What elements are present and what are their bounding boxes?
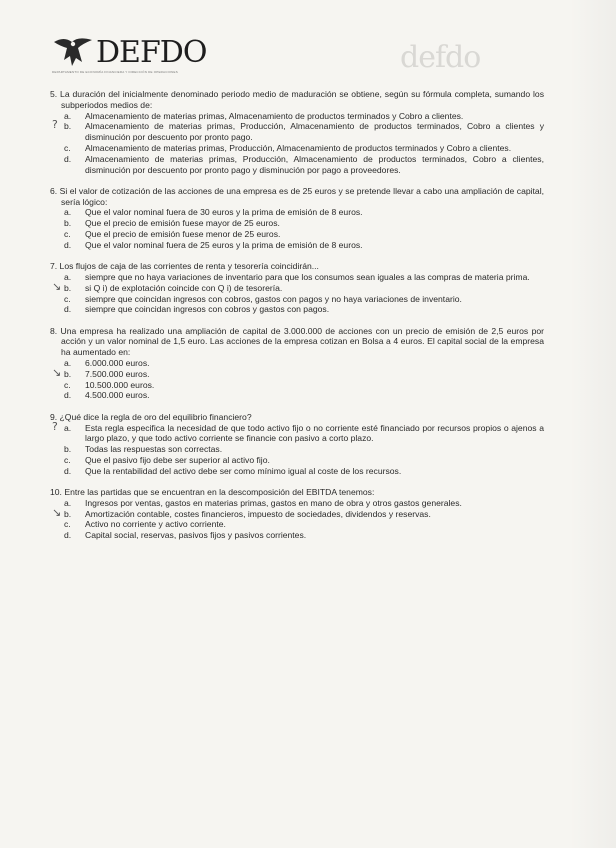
option-text: Almacenamiento de materias primas, Producción, Almacenamiento de productos terminados, Cobro a clientes y disminución por descuento por pronto pago. [85, 121, 544, 143]
option-letter: b. [64, 121, 72, 132]
answer-option [50, 466, 544, 477]
option-letter: a. [64, 497, 72, 508]
option-text: 4.500.000 euros. [85, 390, 150, 401]
answer-option [50, 380, 544, 391]
option-letter: d. [64, 390, 72, 401]
answer-option [50, 390, 544, 401]
option-text: Que el precio de emisión fuese mayor de 25 euros. [85, 218, 280, 229]
option-letter: c. [64, 142, 71, 153]
answer-option [50, 530, 544, 541]
option-text: Esta regla especifica la necesidad de que todo activo fijo o no corriente esté financiado por recursos propios o ajenos a largo plazo, y que todo activo corriente se financie con pasivo a corto plazo. [85, 422, 544, 444]
handwritten-mark: ↘ [52, 365, 62, 379]
answer-option [50, 455, 544, 466]
question [50, 412, 544, 477]
option-letter: c. [64, 519, 71, 530]
answer-options [50, 358, 544, 401]
answer-option [50, 154, 544, 176]
option-text: Almacenamiento de materias primas, Producción, Almacenamiento de productos terminados y Cobro a clientes. [85, 142, 512, 153]
option-letter: a. [64, 207, 72, 218]
option-text: 10.500.000 euros. [85, 379, 155, 390]
option-text: Que el pasivo fijo debe ser superior al activo fijo. [85, 454, 270, 465]
answer-option [50, 111, 544, 122]
option-text: siempre que coincidan ingresos con cobros, gastos con pagos y no haya variaciones de inventario. [85, 293, 462, 304]
answer-option [50, 240, 544, 251]
question [50, 261, 544, 315]
question [50, 89, 544, 175]
question-stem: 6. Si el valor de cotización de las acciones de una empresa es de 25 euros y se pretende llevar a cabo una ampliación de capital, sería lógico: [50, 185, 544, 207]
question-stem: 5. La duración del inicialmente denominado periodo medio de maduración se obtiene, según su fórmula completa, sumando los subperiodos medios de: [50, 89, 544, 110]
option-text: Almacenamiento de materias primas, Producción, Almacenamiento de productos terminados, Cobro a clientes, disminución por descuento por pronto pago y disminución por pago a proveedores. [85, 153, 544, 175]
answer-option [50, 272, 544, 283]
option-text: siempre que no haya variaciones de inventario para que los consumos sean iguales a las compras de materia prima. [85, 271, 530, 282]
answer-option [50, 279, 544, 294]
option-letter: c. [64, 293, 71, 304]
answer-options [50, 419, 544, 477]
option-letter: d. [64, 530, 72, 541]
answer-option [50, 358, 544, 369]
answer-option [50, 229, 544, 240]
question [50, 487, 544, 541]
answer-option [50, 218, 544, 229]
option-letter: d. [64, 304, 72, 315]
eagle-emblem-icon [52, 32, 96, 68]
option-letter: b. [64, 508, 72, 519]
option-text: Todas las respuestas son correctas. [85, 444, 223, 455]
handwritten-mark: ? [52, 419, 58, 433]
option-text: 6.000.000 euros. [85, 358, 150, 369]
option-letter: d. [64, 153, 72, 164]
bleed-through-watermark: defdo [400, 40, 481, 75]
answer-options [50, 272, 544, 315]
answer-option [50, 365, 544, 380]
option-text: siempre que coincidan ingresos con cobros y gastos con pagos. [85, 304, 330, 315]
option-letter: a. [64, 358, 72, 369]
answer-option [50, 143, 544, 154]
answer-options [50, 207, 544, 250]
question-stem: 9. ¿Qué dice la regla de oro del equilibrio financiero? [50, 411, 252, 422]
option-text: 7.500.000 euros. [85, 368, 150, 379]
answer-option [50, 505, 544, 520]
question-stem: 8. Una empresa ha realizado una ampliación de capital de 3.000.000 de acciones con un precio de emisión de 2,5 euros por acción y un valor nominal de 1,5 euro. Las acciones de la empresa cotizan en Bolsa a 4 euros. El capital social de la empresa ha aumentado en: [50, 325, 544, 358]
option-text: Ingresos por ventas, gastos en materias primas, gastos en mano de obra y otros gastos generales. [85, 497, 462, 508]
option-letter: a. [64, 422, 72, 433]
option-letter: b. [64, 282, 72, 293]
option-text: Capital social, reservas, pasivos fijos y pasivos corrientes. [85, 530, 307, 541]
logo-subtitle: DEPARTAMENTO DE ECONOMÍA FINANCIERA Y DIRECCIÓN DE OPERACIONES [52, 70, 178, 74]
option-text: si Q i) de explotación coincide con Q i) de tesorería. [85, 282, 283, 293]
option-text: Amortización contable, costes financieros, impuesto de sociedades, dividendos y reservas. [85, 508, 431, 519]
answer-option [50, 444, 544, 455]
answer-option [50, 304, 544, 315]
option-text: Almacenamiento de materias primas, Almacenamiento de productos terminados y Cobro a clientes. [85, 110, 464, 121]
option-letter: b. [64, 444, 72, 455]
logo-wordmark: DEFDO [96, 35, 207, 70]
question-stem: 7. Los flujos de caja de las corrientes de renta y tesorería coincidirán... [50, 261, 319, 272]
option-letter: a. [64, 271, 72, 282]
question [50, 326, 544, 402]
department-logo [52, 30, 207, 78]
answer-option [50, 207, 544, 218]
answer-option [50, 419, 544, 445]
option-letter: c. [64, 379, 71, 390]
option-letter: b. [64, 368, 72, 379]
option-text: Que el precio de emisión fuese menor de 25 euros. [85, 229, 281, 240]
answer-options [50, 498, 544, 541]
option-letter: c. [64, 229, 71, 240]
handwritten-mark: ? [52, 118, 58, 132]
question-stem: 10. Entre las partidas que se encuentran en la descomposición del EBITDA tenemos: [50, 487, 375, 497]
answer-option [50, 118, 544, 143]
option-letter: c. [64, 454, 71, 465]
option-text: Activo no corriente y activo corriente. [85, 519, 226, 530]
handwritten-mark: ↘ [52, 505, 62, 519]
answer-options [50, 111, 544, 176]
handwritten-mark: ↘ [52, 279, 62, 293]
option-letter: a. [64, 110, 72, 121]
answer-option [50, 519, 544, 530]
question [50, 186, 544, 251]
option-letter: b. [64, 218, 72, 229]
scan-shadow [570, 0, 616, 848]
answer-option [50, 294, 544, 305]
option-text: Que el valor nominal fuera de 30 euros y la prima de emisión de 8 euros. [85, 207, 363, 218]
option-text: Que la rentabilidad del activo debe ser como mínimo igual al coste de los recursos. [85, 465, 402, 476]
answer-option [50, 498, 544, 509]
question-list [50, 89, 544, 551]
option-text: Que el valor nominal fuera de 25 euros y la prima de emisión de 8 euros. [85, 239, 363, 250]
option-letter: d. [64, 239, 72, 250]
option-letter: d. [64, 465, 72, 476]
